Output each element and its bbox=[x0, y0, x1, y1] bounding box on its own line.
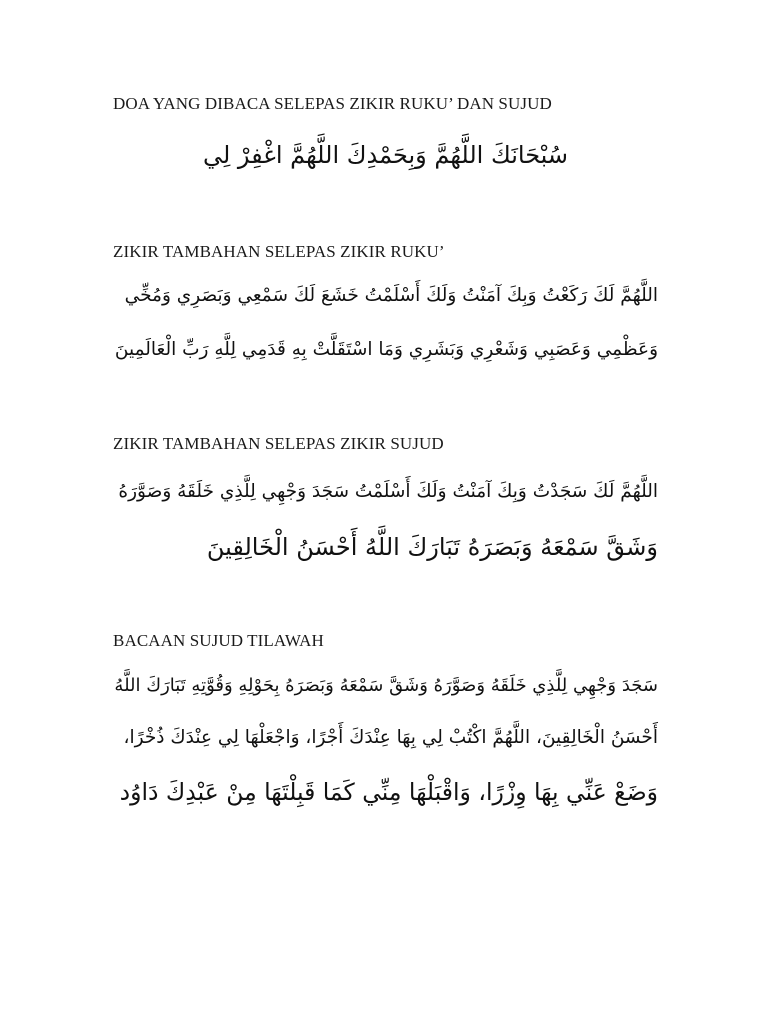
section-heading-doa-ruku-sujud: DOA YANG DIBACA SELEPAS ZIKIR RUKU’ DAN SUJUD bbox=[113, 94, 552, 113]
arabic-text-line: سُبْحَانَكَ اللَّهُمَّ وَبِحَمْدِكَ اللَّهُمَّ اغْفِرْ لِي bbox=[202, 141, 569, 169]
arabic-text-line: اللَّهُمَّ لَكَ رَكَعْتُ وَبِكَ آمَنْتُ وَلَكَ أَسْلَمْتُ خَشَعَ لَكَ سَمْعِي وَبَصَرِي وَمُخِّي bbox=[124, 285, 658, 306]
section-heading-sujud-tilawah: BACAAN SUJUD TILAWAH bbox=[113, 631, 324, 650]
arabic-text-line: وَعَظْمِي وَعَصَبِي وَشَعْرِي وَبَشَرِي وَمَا اسْتَقَلَّتْ بِهِ قَدَمِي لِلَّهِ رَبِّ الْعَالَمِينَ bbox=[114, 339, 658, 360]
section-heading-zikir-sujud: ZIKIR TAMBAHAN SELEPAS ZIKIR SUJUD bbox=[113, 434, 444, 453]
arabic-text-line: أَحْسَنُ الْخَالِقِينَ، اللَّهُمَّ اكْتُبْ لِي بِهَا عِنْدَكَ أَجْرًا، وَاجْعَلْهَا لِي عِنْدَكَ ذُخْرًا، bbox=[123, 727, 658, 748]
section-heading-zikir-ruku: ZIKIR TAMBAHAN SELEPAS ZIKIR RUKU’ bbox=[113, 242, 445, 261]
arabic-text-line: وَضَعْ عَنِّي بِهَا وِزْرًا، وَاقْبَلْهَا مِنِّي كَمَا قَبِلْتَهَا مِنْ عَبْدِكَ دَاوُد bbox=[119, 778, 658, 806]
arabic-text-line: سَجَدَ وَجْهِي لِلَّذِي خَلَقَهُ وَصَوَّرَهُ وَشَقَّ سَمْعَهُ وَبَصَرَهُ بِحَوْلِهِ وَقُوَّتِهِ تَبَارَكَ اللَّهُ bbox=[114, 675, 658, 696]
arabic-text-line: وَشَقَّ سَمْعَهُ وَبَصَرَهُ تَبَارَكَ اللَّهُ أَحْسَنُ الْخَالِقِينَ bbox=[206, 533, 658, 561]
arabic-text-line: اللَّهُمَّ لَكَ سَجَدْتُ وَبِكَ آمَنْتُ وَلَكَ أَسْلَمْتُ سَجَدَ وَجْهِي لِلَّذِي خَلَقَهُ وَصَوَّرَهُ bbox=[118, 481, 658, 502]
